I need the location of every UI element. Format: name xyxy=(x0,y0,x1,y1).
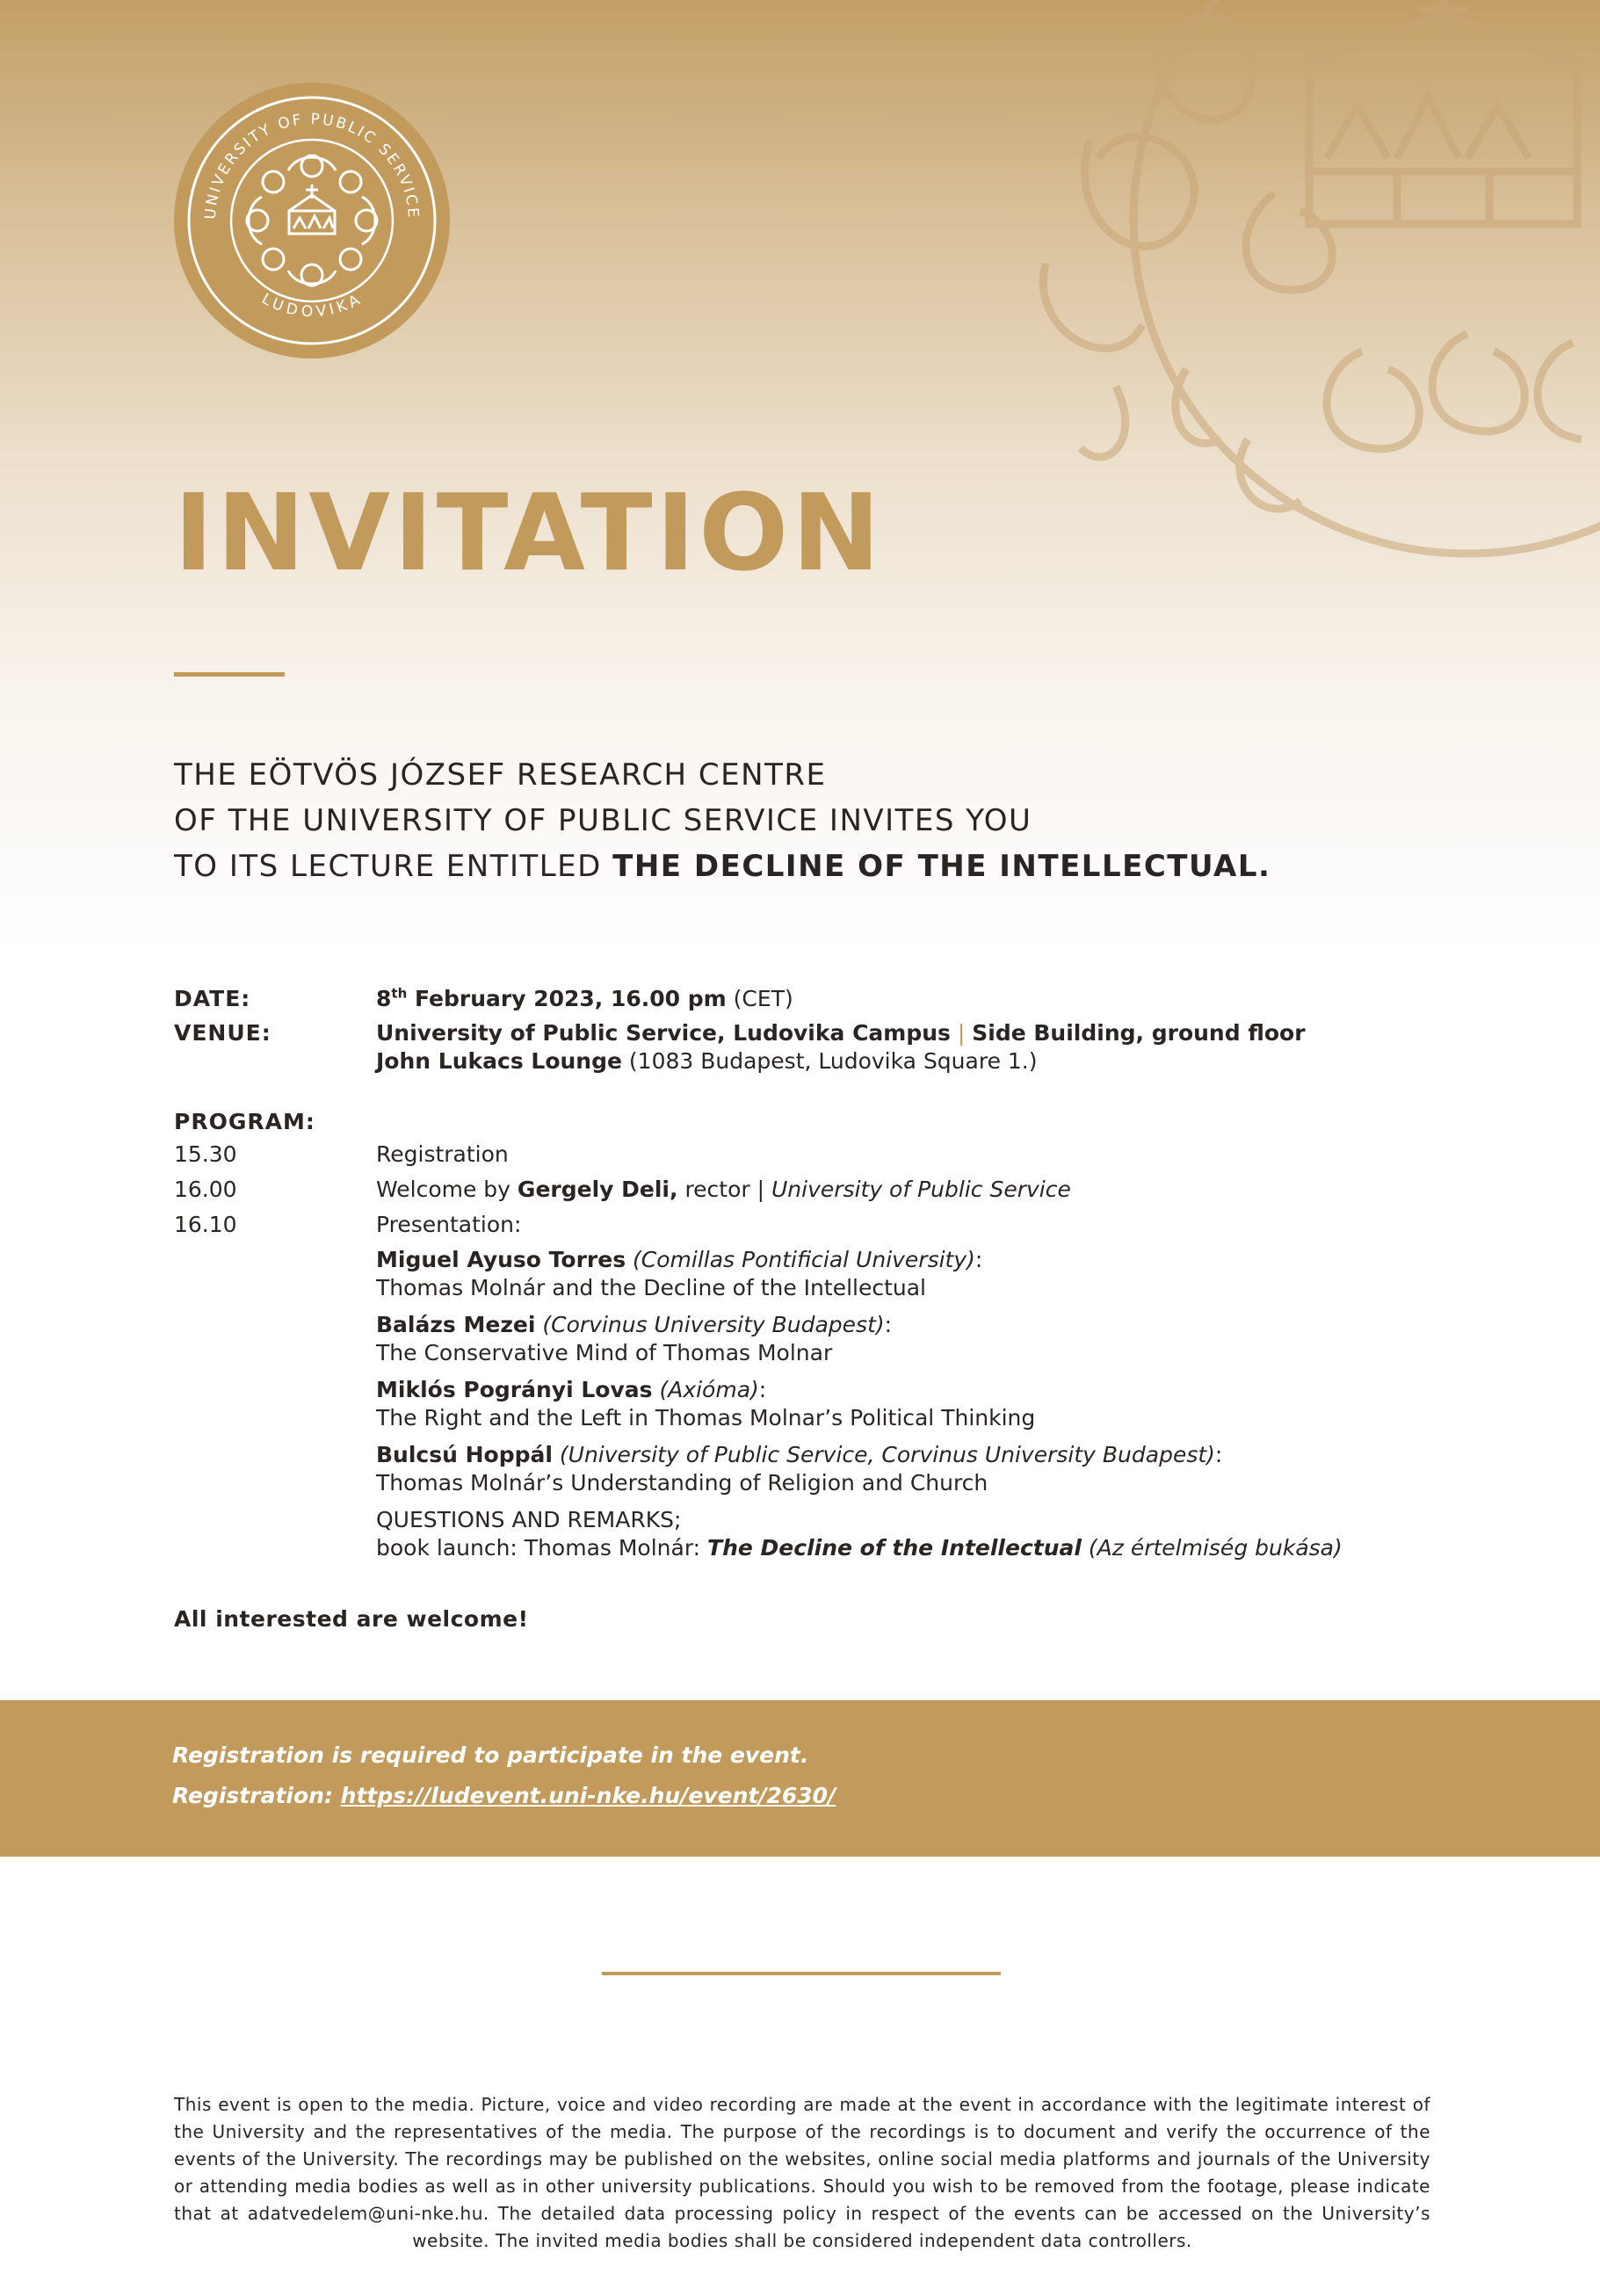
footer-divider xyxy=(602,1972,1001,1975)
talk-colon: : xyxy=(1214,1442,1223,1467)
date-timezone: (CET) xyxy=(726,986,793,1011)
venue-line-1 xyxy=(376,1019,1448,1047)
talk-speaker: Bulcsú Hoppál xyxy=(376,1442,553,1467)
questions-line: QUESTIONS AND REMARKS; xyxy=(376,1507,682,1532)
book-title-hungarian: (Az értelmiség bukása) xyxy=(1081,1535,1343,1561)
date-suffix: th xyxy=(391,985,408,1002)
venue-place: University of Public Service, Ludovika Campus xyxy=(376,1020,951,1046)
title-underline xyxy=(174,672,285,677)
venue-separator: | xyxy=(950,1020,973,1046)
event-details xyxy=(174,984,1448,1562)
talk-colon: : xyxy=(884,1312,893,1337)
talk-affiliation: (Comillas Pontificial University) xyxy=(626,1247,975,1272)
date-day: 8 xyxy=(376,986,392,1011)
registration-text xyxy=(172,1735,836,1816)
rector-affiliation: University of Public Service xyxy=(771,1177,1071,1202)
welcome-note: All interested are welcome! xyxy=(174,1606,529,1632)
program-closing xyxy=(376,1506,1448,1562)
date-value xyxy=(376,984,1448,1014)
venue-room: John Lukacs Lounge xyxy=(376,1048,622,1074)
talk-speaker-line xyxy=(376,1376,1448,1404)
program-time: 15.30 xyxy=(174,1141,237,1167)
intro-line-1: THE EÖTVÖS JÓZSEF RESEARCH CENTRE xyxy=(174,757,827,793)
talk-title: Thomas Molnár and the Decline of the Intellectual xyxy=(376,1275,927,1300)
talk-title: The Conservative Mind of Thomas Molnar xyxy=(376,1340,833,1365)
svg-text:UNIVERSITY OF PUBLIC SERVICE: UNIVERSITY OF PUBLIC SERVICE xyxy=(201,110,423,221)
talk-speaker-line xyxy=(376,1311,1448,1339)
date-row xyxy=(174,984,1448,1014)
talk-speaker: Miklós Pogrányi Lovas xyxy=(376,1377,653,1402)
talk-title: The Right and the Left in Thomas Molnar’s Political Thinking xyxy=(376,1405,1036,1430)
talk-affiliation: (Corvinus University Budapest) xyxy=(535,1312,885,1337)
talk-affiliation: (Axióma) xyxy=(652,1377,759,1402)
welcome-prefix: Welcome by xyxy=(376,1177,518,1202)
registration-link[interactable]: https://ludevent.uni-nke.hu/event/2630/ xyxy=(340,1783,836,1808)
invitation-title: INVITATION xyxy=(174,473,884,595)
registration-prefix: Registration: xyxy=(172,1783,341,1808)
intro-line-3 xyxy=(174,844,1404,889)
talk-speaker: Miguel Ayuso Torres xyxy=(376,1247,626,1272)
book-title: The Decline of the Intellectual xyxy=(707,1535,1082,1561)
media-disclaimer: This event is open to the media. Picture, voice and video recording are made at the event in accordance with the legitimate interest of the University and the representatives of the media. The purpose of the recordings is to document and verify the occurrence of the events of the University. The recordings may be published on the websites, online social media platforms and journals of the University or attending media bodies as well as in other university publications. Should you wish to be removed from the footage, please indicate that at adatvedelem@uni-nke.hu. The detailed data processing policy in respect of the events can be accessed on the University’s website. The invited media bodies shall be considered independent data controllers. xyxy=(174,2094,1430,2251)
talk-speaker-line xyxy=(376,1441,1448,1469)
venue-building: Side Building, ground floor xyxy=(972,1020,1306,1046)
date-time: February 2023, 16.00 pm xyxy=(407,986,727,1011)
venue-value xyxy=(376,1019,1448,1076)
talk-item xyxy=(376,1376,1448,1432)
registration-band xyxy=(0,1700,1600,1857)
book-launch-line xyxy=(376,1534,1448,1562)
intro-paragraph xyxy=(174,752,1404,889)
university-seal-logo xyxy=(174,83,450,359)
talk-item xyxy=(376,1441,1448,1497)
intro-line-2: OF THE UNIVERSITY OF PUBLIC SERVICE INVITES YOU xyxy=(174,803,1032,838)
program-text: Registration xyxy=(376,1141,509,1167)
talk-speaker: Balázs Mezei xyxy=(376,1312,536,1337)
venue-label: VENUE: xyxy=(174,1020,271,1046)
rector-role: rector | xyxy=(677,1177,771,1202)
registration-link-line xyxy=(172,1776,836,1816)
date-label: DATE: xyxy=(174,986,251,1011)
talk-item xyxy=(376,1311,1448,1367)
background-ornament xyxy=(1010,0,1600,580)
registration-required: Registration is required to participate in the event. xyxy=(172,1742,809,1768)
rector-name: Gergely Deli, xyxy=(517,1177,678,1202)
program-item xyxy=(174,1137,1448,1172)
venue-row xyxy=(174,1019,1448,1076)
program-time: 16.00 xyxy=(174,1177,237,1202)
program-welcome xyxy=(376,1172,1448,1207)
program-item xyxy=(174,1207,1448,1242)
program-item xyxy=(174,1172,1448,1207)
intro-line-3-prefix: TO ITS LECTURE ENTITLED xyxy=(174,849,613,884)
program-label: PROGRAM: xyxy=(174,1109,315,1134)
talk-speaker-line xyxy=(376,1246,1448,1274)
talk-title: Thomas Molnár’s Understanding of Religion and Church xyxy=(376,1470,988,1496)
program-text: Presentation: xyxy=(376,1212,522,1237)
program-time: 16.10 xyxy=(174,1212,237,1237)
venue-line-2 xyxy=(376,1047,1448,1076)
svg-text:LUDOVIKA: LUDOVIKA xyxy=(258,290,366,322)
talk-colon: : xyxy=(974,1247,983,1272)
venue-address: (1083 Budapest, Ludovika Square 1.) xyxy=(621,1048,1038,1074)
book-launch-prefix: book launch: Thomas Molnár: xyxy=(376,1535,708,1561)
lecture-title: THE DECLINE OF THE INTELLECTUAL. xyxy=(612,849,1271,884)
talk-affiliation: (University of Public Service, Corvinus University Budapest) xyxy=(552,1442,1215,1467)
talk-colon: : xyxy=(758,1377,767,1402)
talk-item xyxy=(376,1246,1448,1302)
